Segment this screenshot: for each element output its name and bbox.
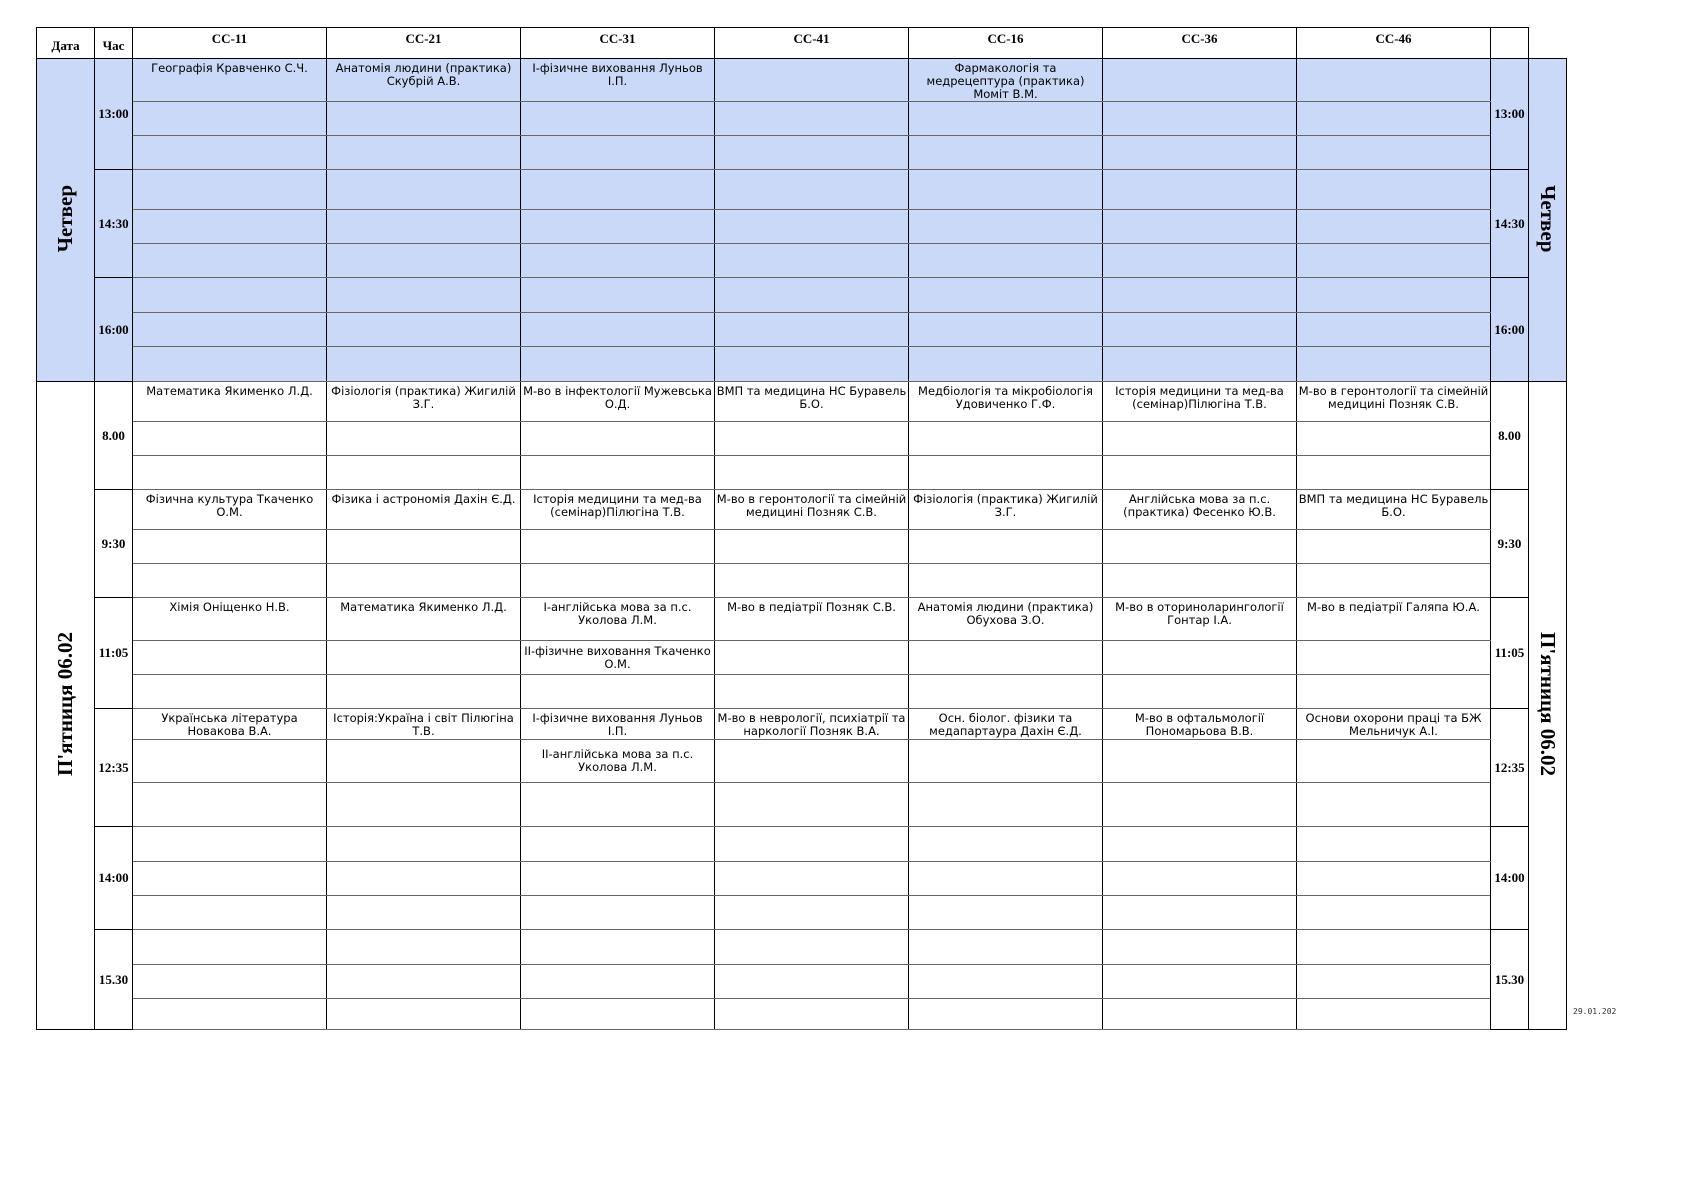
schedule-row [37, 210, 1567, 244]
lesson-cell: Історія медицини та мед-ва (семінар)Пілюгіна Т.В. [1103, 382, 1297, 422]
lesson-cell [327, 530, 521, 564]
lesson-cell [1297, 827, 1491, 862]
lesson-cell [133, 740, 327, 783]
lesson-cell [133, 170, 327, 210]
lesson-cell [909, 313, 1103, 347]
schedule-row [37, 278, 1567, 313]
lesson-cell [133, 999, 327, 1030]
lesson-cell [1103, 827, 1297, 862]
lesson-cell [1297, 965, 1491, 999]
lesson-cell [1297, 278, 1491, 313]
lesson-cell: І-фізичне виховання Луньов І.П. [521, 59, 715, 102]
day-label-text: П'ятниця 06.02 [53, 631, 77, 776]
lesson-cell [1103, 422, 1297, 456]
lesson-cell [327, 564, 521, 598]
lesson-cell [327, 827, 521, 862]
time-column-header: Час [95, 28, 133, 59]
lesson-cell [909, 136, 1103, 170]
lesson-cell: І-фізичне виховання Луньов І.П. [521, 709, 715, 740]
lesson-cell: І-англійська мова за п.с. Уколова Л.М. [521, 598, 715, 641]
lesson-cell [327, 278, 521, 313]
lesson-cell [909, 783, 1103, 827]
schedule-row [37, 709, 1567, 740]
time-cell: 16:00 [95, 278, 133, 382]
lesson-cell: Анатомія людини (практика) Обухова З.О. [909, 598, 1103, 641]
lesson-cell [715, 862, 909, 896]
lesson-cell [327, 422, 521, 456]
lesson-cell [715, 278, 909, 313]
lesson-cell [133, 102, 327, 136]
date-column-header: Дата [37, 28, 95, 59]
lesson-cell [1103, 641, 1297, 675]
lesson-cell: Фізіологія (практика) Жигилій З.Г. [327, 382, 521, 422]
schedule-row [37, 59, 1567, 102]
lesson-cell [133, 930, 327, 965]
time-cell-right: 16:00 [1491, 278, 1529, 382]
lesson-cell [133, 641, 327, 675]
lesson-cell: Математика Якименко Л.Д. [133, 382, 327, 422]
lesson-cell [1103, 170, 1297, 210]
lesson-cell [1297, 422, 1491, 456]
lesson-cell [1103, 783, 1297, 827]
lesson-cell [521, 675, 715, 709]
lesson-cell [1103, 896, 1297, 930]
lesson-cell [133, 783, 327, 827]
lesson-cell [521, 999, 715, 1030]
lesson-cell: Фізична культура Ткаченко О.М. [133, 490, 327, 530]
lesson-cell [909, 740, 1103, 783]
lesson-cell [521, 278, 715, 313]
group-header-cc11: СС-11 [133, 28, 327, 59]
lesson-cell [909, 930, 1103, 965]
lesson-cell [133, 896, 327, 930]
lesson-cell [1103, 564, 1297, 598]
lesson-cell: Географія Кравченко С.Ч. [133, 59, 327, 102]
group-header-cc46: СС-46 [1297, 28, 1491, 59]
lesson-cell [521, 564, 715, 598]
lesson-cell [1297, 59, 1491, 102]
time-cell-right: 14:00 [1491, 827, 1529, 930]
lesson-cell [327, 675, 521, 709]
lesson-cell [715, 210, 909, 244]
lesson-cell [521, 422, 715, 456]
lesson-cell [521, 244, 715, 278]
date-column-header-right [1529, 28, 1567, 59]
lesson-cell [1297, 136, 1491, 170]
lesson-cell [327, 862, 521, 896]
lesson-cell [1103, 136, 1297, 170]
time-cell: 12:35 [95, 709, 133, 827]
lesson-cell [909, 965, 1103, 999]
day-label-text-right: Четвер [1536, 184, 1560, 253]
lesson-cell [1103, 930, 1297, 965]
lesson-cell [1297, 456, 1491, 490]
time-cell: 9:30 [95, 490, 133, 598]
lesson-cell [715, 783, 909, 827]
lesson-cell [133, 827, 327, 862]
lesson-cell [327, 740, 521, 783]
time-cell-right: 11:05 [1491, 598, 1529, 709]
lesson-cell [1103, 244, 1297, 278]
lesson-cell [909, 862, 1103, 896]
schedule-row [37, 313, 1567, 347]
lesson-cell [521, 965, 715, 999]
lesson-cell: Хімія Оніщенко Н.В. [133, 598, 327, 641]
lesson-cell [1103, 675, 1297, 709]
lesson-cell: Історія медицини та мед-ва (семінар)Пілюгіна Т.В. [521, 490, 715, 530]
schedule-row [37, 102, 1567, 136]
lesson-cell [521, 862, 715, 896]
lesson-cell [521, 530, 715, 564]
lesson-cell: ВМП та медицина НС Буравель Б.О. [715, 382, 909, 422]
group-header-cc21: СС-21 [327, 28, 521, 59]
group-header-cc36: СС-36 [1103, 28, 1297, 59]
lesson-cell [327, 641, 521, 675]
lesson-cell: Медбіологія та мікробіологія Удовиченко Г.Ф. [909, 382, 1103, 422]
lesson-cell [133, 278, 327, 313]
lesson-cell: Анатомія людини (практика) Скубрій А.В. [327, 59, 521, 102]
lesson-cell [909, 827, 1103, 862]
lesson-cell [133, 210, 327, 244]
lesson-cell [1297, 862, 1491, 896]
schedule-row [37, 530, 1567, 564]
lesson-cell: М-во в педіатрії Позняк С.В. [715, 598, 909, 641]
footer-stamp: 29.01.202 [1573, 1007, 1617, 1016]
time-cell-right: 8.00 [1491, 382, 1529, 490]
lesson-cell [521, 783, 715, 827]
lesson-cell: М-во в інфектології Мужевська О.Д. [521, 382, 715, 422]
lesson-cell [1103, 999, 1297, 1030]
lesson-cell [715, 530, 909, 564]
lesson-cell [715, 930, 909, 965]
schedule-row [37, 740, 1567, 783]
schedule-row [37, 827, 1567, 862]
lesson-cell [1297, 896, 1491, 930]
lesson-cell [715, 999, 909, 1030]
schedule-row [37, 999, 1567, 1030]
schedule-row [37, 347, 1567, 382]
schedule-row [37, 930, 1567, 965]
time-cell-right: 14:30 [1491, 170, 1529, 278]
lesson-cell: Фізика і астрономія Дахін Є.Д. [327, 490, 521, 530]
lesson-cell [909, 896, 1103, 930]
time-cell: 8.00 [95, 382, 133, 490]
header-row [37, 28, 1567, 59]
schedule-body [37, 59, 1567, 1030]
lesson-cell [715, 827, 909, 862]
lesson-cell [327, 347, 521, 382]
lesson-cell: Основи охорони праці та БЖ Мельничук А.І. [1297, 709, 1491, 740]
time-cell-right: 9:30 [1491, 490, 1529, 598]
lesson-cell [715, 564, 909, 598]
lesson-cell [909, 102, 1103, 136]
lesson-cell: М-во в геронтології та сімейній медицині Позняк С.В. [715, 490, 909, 530]
lesson-cell: ВМП та медицина НС Буравель Б.О. [1297, 490, 1491, 530]
lesson-cell [327, 244, 521, 278]
lesson-cell [1297, 999, 1491, 1030]
lesson-cell [521, 827, 715, 862]
lesson-cell [1103, 456, 1297, 490]
lesson-cell [521, 102, 715, 136]
lesson-cell [1103, 965, 1297, 999]
schedule-row [37, 170, 1567, 210]
day-label-text-right: П'ятниця 06.02 [1536, 631, 1560, 776]
lesson-cell [327, 136, 521, 170]
lesson-cell: М-во в неврології, психіатрії та наркології Позняк В.А. [715, 709, 909, 740]
lesson-cell [1297, 102, 1491, 136]
lesson-cell [327, 783, 521, 827]
schedule-row [37, 244, 1567, 278]
lesson-cell [715, 675, 909, 709]
lesson-cell [521, 136, 715, 170]
lesson-cell: Фармакологія та медрецептура (практика) Моміт В.М. [909, 59, 1103, 102]
lesson-cell [1297, 210, 1491, 244]
lesson-cell [909, 244, 1103, 278]
lesson-cell [1103, 862, 1297, 896]
lesson-cell [715, 740, 909, 783]
schedule-row [37, 136, 1567, 170]
day-label-left [37, 382, 95, 1030]
lesson-cell [327, 896, 521, 930]
lesson-cell [1297, 564, 1491, 598]
time-cell-right: 12:35 [1491, 709, 1529, 827]
lesson-cell: ІІ-англійська мова за п.с. Уколова Л.М. [521, 740, 715, 783]
lesson-cell [909, 675, 1103, 709]
lesson-cell: Осн. біолог. фізики та медапартаура Дахін Є.Д. [909, 709, 1103, 740]
lesson-cell: Фізіологія (практика) Жигилій З.Г. [909, 490, 1103, 530]
lesson-cell [1297, 347, 1491, 382]
lesson-cell [909, 347, 1103, 382]
lesson-cell [133, 136, 327, 170]
lesson-cell [1103, 210, 1297, 244]
lesson-cell [909, 999, 1103, 1030]
lesson-cell [715, 456, 909, 490]
lesson-cell [521, 170, 715, 210]
lesson-cell [1103, 347, 1297, 382]
lesson-cell [1103, 102, 1297, 136]
lesson-cell [1297, 740, 1491, 783]
lesson-cell [715, 59, 909, 102]
lesson-cell: ІІ-фізичне виховання Ткаченко О.М. [521, 641, 715, 675]
lesson-cell [715, 244, 909, 278]
group-header-cc31: СС-31 [521, 28, 715, 59]
lesson-cell [327, 456, 521, 490]
time-cell: 15.30 [95, 930, 133, 1030]
schedule-row [37, 783, 1567, 827]
lesson-cell [715, 965, 909, 999]
lesson-cell [715, 347, 909, 382]
day-label-right [1529, 382, 1567, 1030]
lesson-cell [327, 210, 521, 244]
lesson-cell [521, 930, 715, 965]
lesson-cell [909, 278, 1103, 313]
lesson-cell [327, 102, 521, 136]
schedule-row [37, 862, 1567, 896]
lesson-cell [909, 564, 1103, 598]
lesson-cell [909, 210, 1103, 244]
lesson-cell [715, 102, 909, 136]
lesson-cell [133, 313, 327, 347]
lesson-cell [133, 530, 327, 564]
lesson-cell [1103, 313, 1297, 347]
time-cell: 11:05 [95, 598, 133, 709]
schedule-row [37, 641, 1567, 675]
schedule-row [37, 896, 1567, 930]
lesson-cell [133, 965, 327, 999]
lesson-cell: М-во в офтальмології Пономарьова В.В. [1103, 709, 1297, 740]
time-column-header-right [1491, 28, 1529, 59]
time-cell: 13:00 [95, 59, 133, 170]
lesson-cell [521, 210, 715, 244]
lesson-cell [715, 170, 909, 210]
lesson-cell [327, 170, 521, 210]
time-cell-right: 15.30 [1491, 930, 1529, 1030]
lesson-cell [1297, 244, 1491, 278]
lesson-cell [521, 313, 715, 347]
schedule-row [37, 382, 1567, 422]
lesson-cell [521, 347, 715, 382]
time-cell: 14:30 [95, 170, 133, 278]
lesson-cell [327, 999, 521, 1030]
schedule-row [37, 422, 1567, 456]
lesson-cell [133, 456, 327, 490]
time-cell: 14:00 [95, 827, 133, 930]
time-cell-right: 13:00 [1491, 59, 1529, 170]
lesson-cell: Математика Якименко Л.Д. [327, 598, 521, 641]
lesson-cell [1103, 278, 1297, 313]
lesson-cell: М-во в педіатрії Галяпа Ю.А. [1297, 598, 1491, 641]
lesson-cell [1103, 530, 1297, 564]
schedule-row [37, 675, 1567, 709]
lesson-cell [1297, 530, 1491, 564]
schedule-row [37, 598, 1567, 641]
lesson-cell [715, 422, 909, 456]
lesson-cell [1297, 930, 1491, 965]
day-label-text: Четвер [53, 184, 77, 253]
lesson-cell [715, 641, 909, 675]
lesson-cell [715, 896, 909, 930]
lesson-cell: Англійська мова за п.с. (практика) Фесенко Ю.В. [1103, 490, 1297, 530]
lesson-cell [1297, 313, 1491, 347]
lesson-cell [133, 422, 327, 456]
lesson-cell [1297, 641, 1491, 675]
lesson-cell [133, 347, 327, 382]
lesson-cell: Історія:Україна і світ Пілюгіна Т.В. [327, 709, 521, 740]
lesson-cell [1297, 783, 1491, 827]
schedule-table [36, 27, 1567, 1030]
day-label-left [37, 59, 95, 382]
schedule-row [37, 965, 1567, 999]
lesson-cell [715, 136, 909, 170]
lesson-cell: Українська література Новакова В.А. [133, 709, 327, 740]
lesson-cell [909, 170, 1103, 210]
group-header-cc16: СС-16 [909, 28, 1103, 59]
lesson-cell: М-во в геронтології та сімейній медицині Позняк С.В. [1297, 382, 1491, 422]
lesson-cell [521, 896, 715, 930]
lesson-cell [133, 244, 327, 278]
lesson-cell [327, 313, 521, 347]
schedule-row [37, 456, 1567, 490]
lesson-cell [133, 862, 327, 896]
day-label-right [1529, 59, 1567, 382]
lesson-cell [521, 456, 715, 490]
lesson-cell [715, 313, 909, 347]
lesson-cell [327, 965, 521, 999]
lesson-cell: М-во в оториноларингології Гонтар І.А. [1103, 598, 1297, 641]
lesson-cell [1103, 740, 1297, 783]
schedule-row [37, 564, 1567, 598]
lesson-cell [1297, 675, 1491, 709]
group-header-cc41: СС-41 [715, 28, 909, 59]
lesson-cell [909, 530, 1103, 564]
lesson-cell [133, 675, 327, 709]
lesson-cell [1297, 170, 1491, 210]
schedule-row [37, 490, 1567, 530]
lesson-cell [133, 564, 327, 598]
lesson-cell [1103, 59, 1297, 102]
lesson-cell [327, 930, 521, 965]
lesson-cell [909, 641, 1103, 675]
lesson-cell [909, 456, 1103, 490]
lesson-cell [909, 422, 1103, 456]
